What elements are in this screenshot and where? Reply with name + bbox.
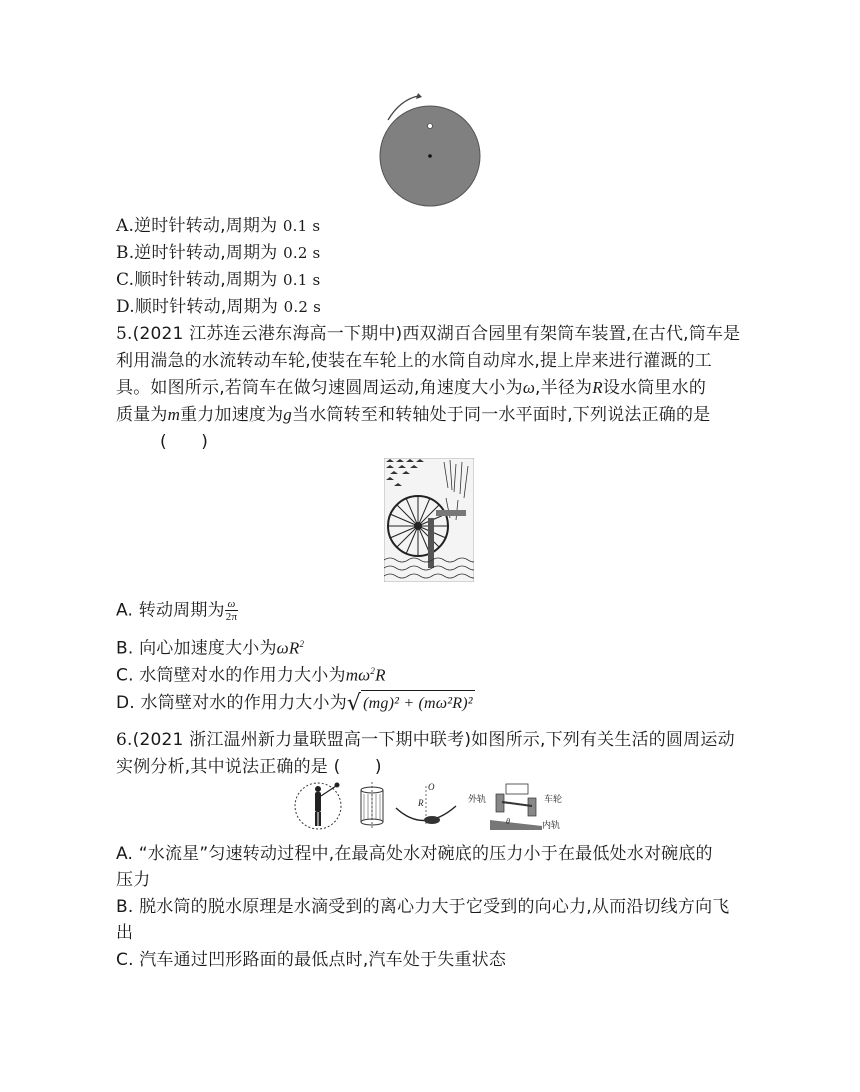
q6-option-b-line-2: 出 <box>116 923 134 943</box>
label-theta: θ <box>506 817 510 826</box>
water-wheel-figure <box>384 458 474 582</box>
q5-line-1: 5.(2021 江苏连云港东海高一下期中)西双湖百合园里有架筒车装置,在古代,筒车是 <box>116 324 741 344</box>
q6-line-1: 6.(2021 浙江温州新力量联盟高一下期中联考)如图所示,下列有关生活的圆周运动 <box>116 730 735 750</box>
q5-line-2: 利用湍急的水流转动车轮,使装在车轮上的水筒自动戽水,提上岸来进行灌溉的工 <box>116 351 713 371</box>
q5-option-c: C. 水筒壁对水的作用力大小为$m\omega^2R$ <box>116 665 386 686</box>
q6-option-b-line-1: B. 脱水筒的脱水原理是水滴受到的离心力大于它受到的向心力,从而沿切线方向飞 <box>116 897 730 917</box>
q4-option-b: B.逆时针转动,周期为 0.2 s <box>116 243 321 263</box>
person-icon <box>315 786 321 826</box>
q5-option-d: D. 水筒壁对水的作用力大小为√ (mg)² + (mω²R)² <box>116 691 473 716</box>
spin-dryer-icon <box>361 782 383 830</box>
center-dot <box>428 154 432 158</box>
q6-line-2: 实例分析,其中说法正确的是 ( ) <box>116 757 382 777</box>
circular-motion-examples-figure <box>292 780 570 832</box>
trough <box>436 510 466 516</box>
q5-option-a: A. 转动周期为 $\frac{\omega}{2\pi}$ <box>116 598 238 623</box>
rail-track-icon <box>468 784 562 831</box>
label-R: R <box>418 798 424 808</box>
white-dot <box>428 124 433 129</box>
concave-road-icon <box>396 782 456 824</box>
q4-option-d: D.顺时针转动,周期为 0.2 s <box>116 297 321 317</box>
fraction: $\frac{\omega}{2\pi}$ <box>225 598 238 623</box>
q5-line-3: 具。如图所示,若筒车在做匀速圆周运动,角速度大小为ω,半径为R设水筒里水的 <box>116 378 707 398</box>
q4-option-a: A.逆时针转动,周期为 0.1 s <box>116 216 321 236</box>
q5-source: (2021 江苏连云港东海高一下期中) <box>132 324 403 344</box>
q6-option-c: C. 汽车通过凹形路面的最低点时,汽车处于失重状态 <box>116 950 507 970</box>
q5-option-b: B. 向心加速度大小为$\omega R^2$ <box>116 638 305 659</box>
label-wheel: 车轮 <box>544 795 563 805</box>
wheel-spokes <box>388 496 448 556</box>
label-O: O <box>428 782 435 792</box>
q5-answer-paren: ( ) <box>160 432 209 452</box>
q6-option-a-line-1: A. “水流星”匀速转动过程中,在最高处水对碗底的压力小于在最低处水对碗底的 <box>116 844 713 864</box>
q5-line-4: 质量为m重力加速度为g当水筒转至和转轴处于同一水平面时,下列说法正确的是 <box>116 405 711 425</box>
q6-option-a-line-2: 压力 <box>116 870 151 890</box>
rotating-disk-figure <box>376 92 486 208</box>
q4-option-c: C.顺时针转动,周期为 0.1 s <box>116 270 321 290</box>
label-outer-rail: 外轨 <box>468 795 487 805</box>
sqrt-expression: √ (mg)² + (mω²R)² <box>346 691 473 716</box>
label-inner-rail: 内轨 <box>542 821 561 831</box>
q6-source: (2021 浙江温州新力量联盟高一下期中联考) <box>132 730 472 750</box>
